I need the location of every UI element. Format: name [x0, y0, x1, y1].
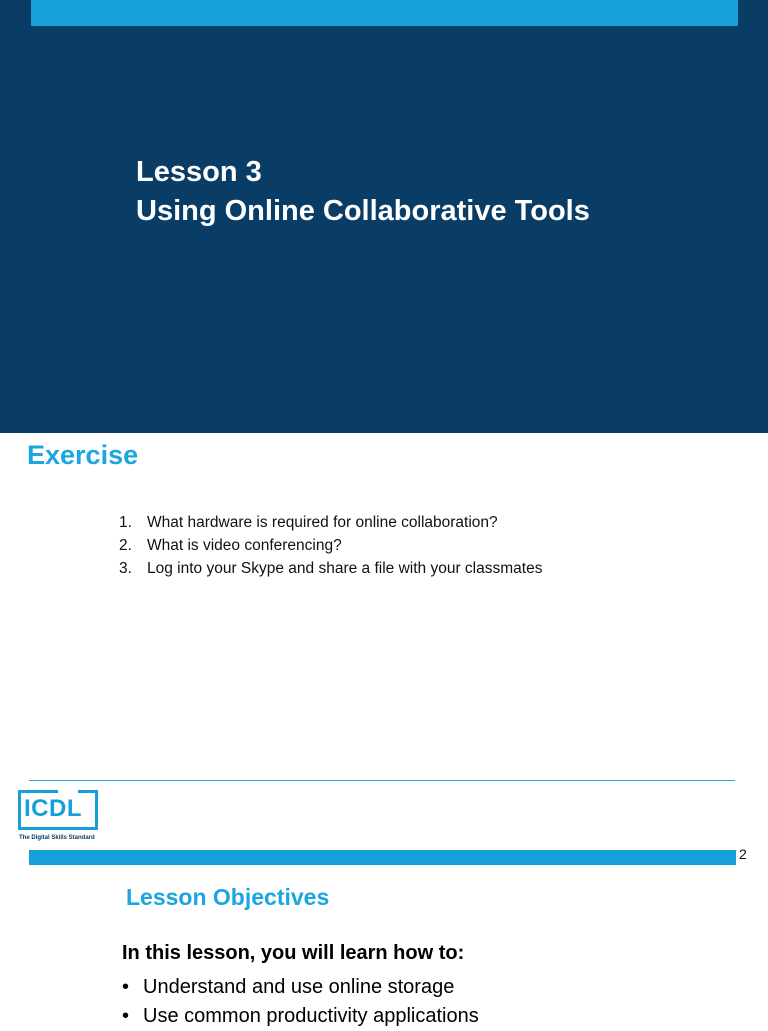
objective-text: Use common productivity applications [143, 1005, 479, 1027]
exercise-item-number: 1. [119, 514, 132, 531]
exercise-item [119, 511, 542, 534]
bullet-icon: • [122, 1005, 130, 1027]
logo-wordmark: ICDL [24, 795, 82, 822]
bullet-icon: • [122, 976, 130, 998]
lesson-title [136, 153, 590, 231]
lesson-name: Using Online Collaborative Tools [136, 195, 590, 227]
exercise-item [119, 557, 542, 580]
footer-bar [29, 850, 736, 865]
lesson-number: Lesson 3 [136, 156, 262, 188]
objectives-intro: In this lesson, you will learn how to: [122, 942, 465, 964]
exercise-item-text: What hardware is required for online collaboration? [147, 514, 498, 531]
objective-item [122, 973, 479, 1002]
exercise-item-number: 2. [119, 537, 132, 554]
exercise-heading: Exercise [27, 440, 139, 470]
exercise-item-text: Log into your Skype and share a file with your classmates [147, 560, 543, 577]
objective-text: Understand and use online storage [143, 976, 455, 998]
objective-item [122, 1002, 479, 1031]
exercise-item-number: 3. [119, 560, 132, 577]
objectives-list [122, 973, 479, 1031]
footer-divider [29, 780, 735, 781]
title-slide [0, 0, 768, 433]
icdl-logo [18, 790, 102, 846]
exercise-list [119, 511, 542, 580]
title-top-bar [31, 0, 738, 26]
page-number: 2 [739, 846, 747, 862]
exercise-item [119, 534, 542, 557]
exercise-item-text: What is video conferencing? [147, 537, 342, 554]
logo-tagline: The Digital Skills Standard [19, 835, 95, 841]
objectives-heading: Lesson Objectives [126, 884, 330, 910]
